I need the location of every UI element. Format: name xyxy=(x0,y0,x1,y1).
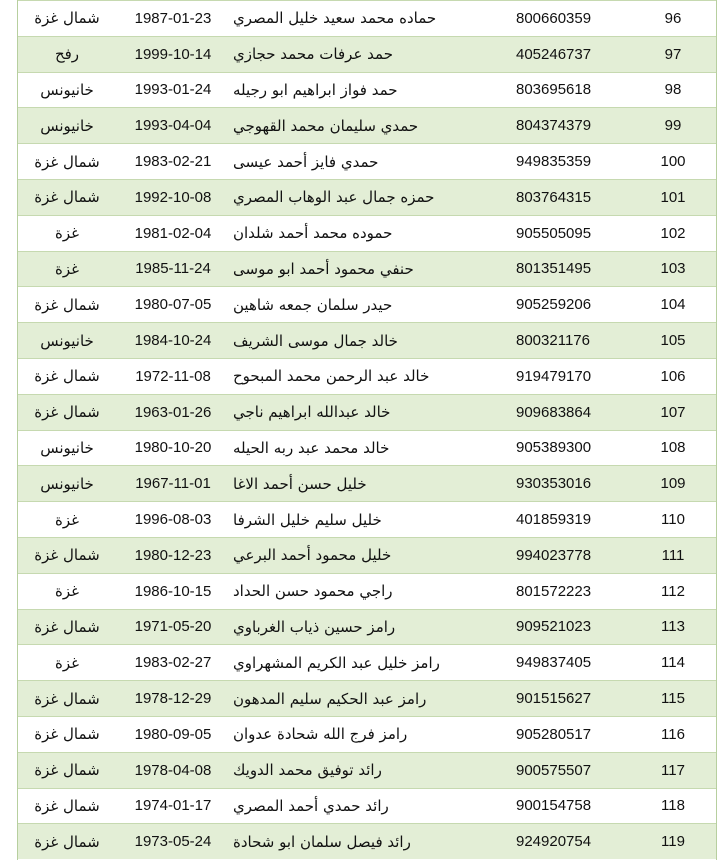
table-row xyxy=(18,788,716,824)
id-cell: 905389300 xyxy=(516,439,592,457)
id-cell: 909683864 xyxy=(516,403,592,421)
name-cell: رامز عبد الحكيم سليم المدهون xyxy=(233,689,427,708)
name-cell: خليل محمود أحمد البرعي xyxy=(233,546,392,565)
dob-cell: 1967-11-01 xyxy=(135,475,211,493)
id-cell: 919479170 xyxy=(516,367,592,385)
region-cell: خانيونس xyxy=(40,331,94,350)
region-cell: شمال غزة xyxy=(34,546,100,565)
dob-cell: 1993-04-04 xyxy=(134,117,212,135)
dob-cell: 1974-01-17 xyxy=(134,797,212,815)
region-cell: شمال غزة xyxy=(34,761,100,780)
table-row xyxy=(18,286,716,322)
id-cell: 901515627 xyxy=(516,690,592,708)
row-number-cell: 107 xyxy=(660,403,686,421)
id-cell: 905280517 xyxy=(516,725,592,743)
table-row xyxy=(18,0,716,36)
name-cell: خليل سليم خليل الشرفا xyxy=(233,510,382,529)
dob-cell: 1984-10-24 xyxy=(134,332,212,350)
table-row xyxy=(18,537,716,573)
region-cell: غزة xyxy=(55,224,79,243)
region-cell: شمال غزة xyxy=(34,689,100,708)
region-cell: غزة xyxy=(55,510,79,529)
row-number-cell: 100 xyxy=(660,153,686,171)
name-cell: رامز خليل عبد الكريم المشهراوي xyxy=(233,653,440,672)
row-number-cell: 112 xyxy=(661,582,685,600)
id-cell: 949837405 xyxy=(516,654,592,672)
region-cell: شمال غزة xyxy=(34,367,100,386)
table-row xyxy=(18,143,716,179)
id-cell: 930353016 xyxy=(516,475,592,493)
dob-cell: 1971-05-20 xyxy=(134,618,212,636)
region-cell: شمال غزة xyxy=(34,188,100,207)
row-number-cell: 96 xyxy=(664,9,682,27)
row-number-cell: 110 xyxy=(661,511,685,529)
id-cell: 900575507 xyxy=(516,761,592,779)
id-cell: 804374379 xyxy=(516,117,592,135)
region-cell: غزة xyxy=(55,259,79,278)
id-cell: 900154758 xyxy=(516,797,592,815)
dob-cell: 1978-04-08 xyxy=(134,761,212,779)
row-number-cell: 113 xyxy=(661,618,685,636)
table-row xyxy=(18,752,716,788)
name-cell: رامز حسين ذياب الغرباوي xyxy=(233,617,396,636)
table-row xyxy=(18,573,716,609)
name-cell: خالد عبد الرحمن محمد المبحوح xyxy=(233,367,430,386)
name-cell: خالد محمد عبد ربه الحيله xyxy=(233,438,390,457)
id-cell: 803695618 xyxy=(516,81,592,99)
row-number-cell: 101 xyxy=(660,188,686,206)
region-cell: شمال غزة xyxy=(34,725,100,744)
table-row xyxy=(18,322,716,358)
region-cell: شمال غزة xyxy=(34,617,100,636)
name-cell: حيدر سلمان جمعه شاهين xyxy=(233,295,393,314)
dob-cell: 1993-01-24 xyxy=(134,81,212,99)
table-row xyxy=(18,215,716,251)
table-row xyxy=(18,465,716,501)
dob-cell: 1983-02-21 xyxy=(134,153,212,171)
row-number-cell: 106 xyxy=(660,367,686,385)
name-cell: حمدي سليمان محمد القهوجي xyxy=(233,116,419,135)
dob-cell: 1980-12-23 xyxy=(134,546,212,564)
id-cell: 994023778 xyxy=(516,546,592,564)
dob-cell: 1986-10-15 xyxy=(134,582,212,600)
id-cell: 800321176 xyxy=(516,332,590,350)
dob-cell: 1983-02-27 xyxy=(134,654,212,672)
region-cell: خانيونس xyxy=(40,438,94,457)
id-cell: 949835359 xyxy=(516,153,592,171)
row-number-cell: 103 xyxy=(660,260,686,278)
region-cell: غزة xyxy=(55,582,79,601)
id-cell: 801572223 xyxy=(516,582,592,600)
id-cell: 803764315 xyxy=(516,188,592,206)
id-cell: 800660359 xyxy=(516,9,592,27)
dob-cell: 1972-11-08 xyxy=(135,367,211,385)
name-cell: خالد جمال موسى الشريف xyxy=(233,331,398,350)
region-cell: شمال غزة xyxy=(34,403,100,422)
dob-cell: 1985-11-24 xyxy=(135,260,211,278)
region-cell: شمال غزة xyxy=(34,152,100,171)
table-row xyxy=(18,179,716,215)
name-cell: حموده محمد أحمد شلدان xyxy=(233,224,393,243)
row-number-cell: 97 xyxy=(664,45,682,63)
dob-cell: 1999-10-14 xyxy=(134,45,212,63)
region-cell: رفح xyxy=(54,45,80,64)
region-cell: غزة xyxy=(55,653,79,672)
dob-cell: 1981-02-04 xyxy=(134,224,212,242)
dob-cell: 1963-01-26 xyxy=(134,403,212,421)
dob-cell: 1980-10-20 xyxy=(134,439,212,457)
table-row xyxy=(18,680,716,716)
dob-cell: 1980-09-05 xyxy=(134,725,212,743)
region-cell: شمال غزة xyxy=(34,9,100,28)
table-row xyxy=(18,430,716,466)
name-cell: خالد عبدالله ابراهيم ناجي xyxy=(233,403,391,422)
row-number-cell: 109 xyxy=(660,475,686,493)
table-row xyxy=(18,644,716,680)
row-number-cell: 119 xyxy=(661,833,685,851)
region-cell: خانيونس xyxy=(40,116,94,135)
dob-cell: 1978-12-29 xyxy=(134,690,212,708)
table-row xyxy=(18,394,716,430)
row-number-cell: 118 xyxy=(661,797,685,815)
id-cell: 405246737 xyxy=(516,45,592,63)
table-row xyxy=(18,501,716,537)
name-cell: حمزه جمال عبد الوهاب المصري xyxy=(233,188,435,207)
dob-cell: 1992-10-08 xyxy=(134,188,212,206)
name-cell: حمد فواز ابراهيم ابو رجيله xyxy=(233,80,398,99)
name-cell: رامز فرج الله شحادة عدوان xyxy=(233,725,408,744)
row-number-cell: 117 xyxy=(661,761,685,779)
row-number-cell: 115 xyxy=(661,690,685,708)
name-cell: رائد فيصل سلمان ابو شحادة xyxy=(233,832,411,851)
table-row xyxy=(18,609,716,645)
row-number-cell: 104 xyxy=(660,296,686,314)
name-cell: حمد عرفات محمد حجازي xyxy=(233,45,393,64)
name-cell: حمدي فايز أحمد عيسى xyxy=(233,152,379,171)
row-number-cell: 111 xyxy=(661,546,685,564)
region-cell: شمال غزة xyxy=(34,796,100,815)
region-cell: خانيونس xyxy=(40,474,94,493)
name-cell: خليل حسن أحمد الاغا xyxy=(233,474,367,493)
name-cell: رائد حمدي أحمد المصري xyxy=(233,796,389,815)
id-cell: 909521023 xyxy=(516,618,592,636)
region-cell: خانيونس xyxy=(40,80,94,99)
table-row xyxy=(18,72,716,108)
name-cell: حنفي محمود أحمد ابو موسى xyxy=(233,259,414,278)
row-number-cell: 116 xyxy=(661,725,685,743)
records-table xyxy=(17,0,717,860)
table-row xyxy=(18,716,716,752)
table-row xyxy=(18,107,716,143)
table-row xyxy=(18,36,716,72)
dob-cell: 1973-05-24 xyxy=(134,833,212,851)
id-cell: 905259206 xyxy=(516,296,592,314)
id-cell: 401859319 xyxy=(516,511,592,529)
row-number-cell: 99 xyxy=(664,117,682,135)
region-cell: شمال غزة xyxy=(34,295,100,314)
id-cell: 924920754 xyxy=(516,833,592,851)
row-number-cell: 98 xyxy=(664,81,682,99)
region-cell: شمال غزة xyxy=(34,832,100,851)
name-cell: رائد توفيق محمد الدويك xyxy=(233,761,382,780)
row-number-cell: 102 xyxy=(660,224,686,242)
dob-cell: 1996-08-03 xyxy=(134,511,212,529)
row-number-cell: 108 xyxy=(660,439,686,457)
table-row xyxy=(18,823,716,859)
row-number-cell: 114 xyxy=(661,654,685,672)
row-number-cell: 105 xyxy=(660,332,686,350)
name-cell: حماده محمد سعيد خليل المصري xyxy=(233,9,437,28)
dob-cell: 1987-01-23 xyxy=(134,9,212,27)
dob-cell: 1980-07-05 xyxy=(134,296,212,314)
id-cell: 801351495 xyxy=(516,260,592,278)
name-cell: راجي محمود حسن الحداد xyxy=(233,582,393,601)
table-row xyxy=(18,251,716,287)
table-row xyxy=(18,358,716,394)
id-cell: 905505095 xyxy=(516,224,592,242)
